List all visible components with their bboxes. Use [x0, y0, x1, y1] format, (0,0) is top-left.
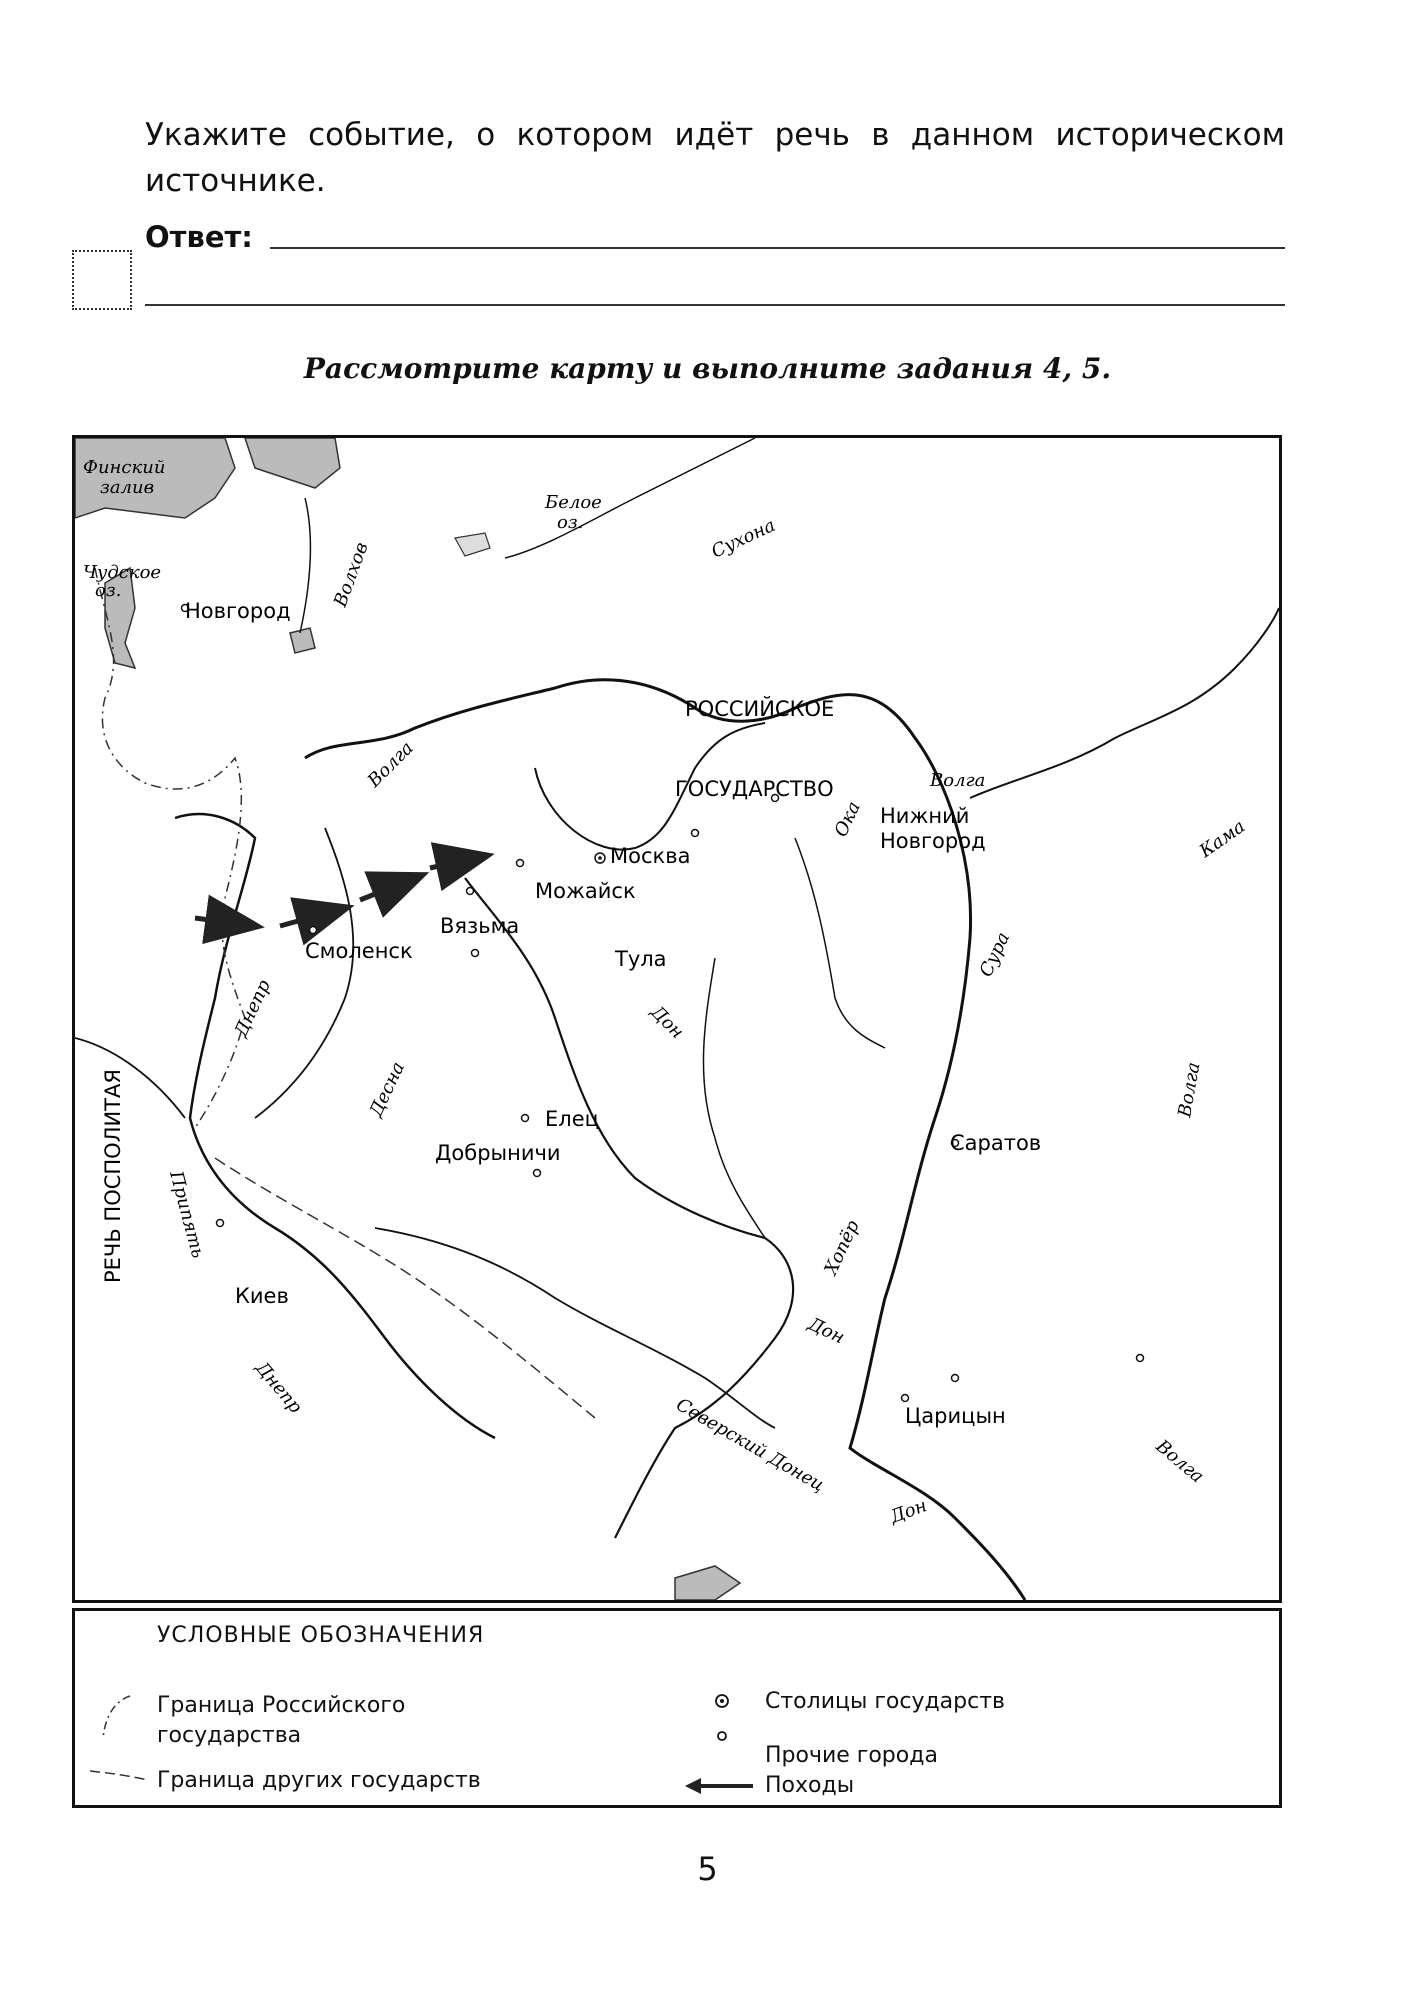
instruction-text: Рассмотрите карту и выполните задания 4, 5. [303, 352, 1112, 385]
legend-capitals: Столицы государств [765, 1689, 1006, 1714]
legend-campaigns: Походы [765, 1773, 855, 1798]
map-drawing [75, 438, 1279, 1600]
label-don-2: Дон [804, 1313, 848, 1349]
campaign-arrow-3 [360, 876, 420, 900]
campaign-arrow-4 [430, 856, 485, 868]
label-sura: Сура [975, 929, 1015, 981]
gulf-of-finland [75, 438, 235, 518]
campaign-arrow-1 [195, 918, 255, 926]
label-dobrynichi: Добрыничи [435, 1141, 561, 1165]
legend-title: УСЛОВНЫЕ ОБОЗНАЧЕНИЯ [157, 1623, 485, 1648]
lake-beloe [455, 533, 490, 556]
river-kama [970, 608, 1279, 798]
river-sura [795, 838, 885, 1048]
legend-other-border: Граница других государств [157, 1768, 481, 1793]
label-saratov: Саратов [950, 1131, 1042, 1155]
label-rzeczpospolita: РЕЧЬ ПОСПОЛИТАЯ [101, 1069, 125, 1283]
label-beloe-2: оз. [557, 512, 584, 533]
label-sukhona: Сухона [708, 514, 779, 563]
map [72, 435, 1282, 1603]
label-kama: Кама [1195, 816, 1250, 863]
label-nizhny-2: Новгород [880, 829, 986, 853]
answer-label: Ответ: [145, 220, 253, 254]
label-volga-2: Волга [930, 770, 986, 791]
map-legend [72, 1608, 1282, 1808]
river-khoper [703, 958, 765, 1238]
label-vyazma: Вязьма [440, 914, 520, 938]
label-chudskoe-1: Чудское [83, 562, 162, 583]
label-volga-4: Волга [1151, 1435, 1208, 1488]
river-volkhov [300, 498, 310, 633]
label-volkhov: Волхов [329, 539, 373, 610]
label-tsaritsyn: Царицын [905, 1404, 1006, 1428]
answer-line-1[interactable] [270, 247, 1285, 249]
label-beloe-1: Белое [545, 492, 602, 513]
label-dnepr-2: Днепр [251, 1357, 306, 1418]
campaign-arrow-icon [685, 1776, 755, 1796]
gulf-of-finland-north [245, 438, 340, 488]
page-number: 5 [697, 1850, 718, 1888]
label-khoper: Хопёр [820, 1217, 864, 1279]
river-seversky-donets [375, 1228, 775, 1428]
label-tula: Тула [615, 947, 667, 971]
legend-other-cities: Прочие города [765, 1743, 938, 1768]
label-don-3: Дон [887, 1495, 930, 1528]
label-dnepr-1: Днепр [230, 976, 276, 1041]
river-pripyat [75, 1038, 185, 1118]
label-nizhny-1: Нижний [880, 804, 970, 828]
label-moskva: Москва [610, 844, 691, 868]
lake-ilmen [290, 628, 315, 653]
russian-border-symbol [95, 1691, 135, 1741]
river-desna [255, 828, 353, 1118]
answer-line-2[interactable] [145, 304, 1285, 306]
label-kiev: Киев [235, 1284, 289, 1308]
score-box[interactable] [72, 250, 132, 310]
label-elets: Елец [545, 1107, 599, 1131]
city-icon [712, 1726, 732, 1746]
label-finsky-1: Финский [83, 457, 166, 478]
label-volga-3: Волга [1174, 1060, 1205, 1119]
label-volga-1: Волга [363, 737, 418, 792]
label-novgorod: Новгород [185, 599, 291, 623]
label-russian-state-2: ГОСУДАРСТВО [675, 777, 834, 801]
question-text: Укажите событие, о котором идёт речь в данном историческом источнике. [145, 117, 1285, 199]
label-russian-state-1: РОССИЙСКОЕ [685, 697, 835, 721]
label-finsky-2: залив [100, 477, 155, 498]
label-chudskoe-2: оз. [95, 580, 122, 601]
label-don-1: Дон [646, 1001, 688, 1043]
label-pripyat: Припять [165, 1168, 209, 1261]
legend-russian-border: Граница Российского государства [157, 1693, 406, 1748]
label-seversky: Северский Донец [672, 1394, 828, 1497]
azov-sea [675, 1566, 740, 1600]
label-smolensk: Смоленск [305, 939, 413, 963]
campaign-arrow-2 [280, 908, 345, 926]
label-mozhaisk: Можайск [535, 879, 636, 903]
label-oka: Ока [830, 798, 865, 841]
capital-icon [712, 1691, 732, 1711]
label-desna: Десна [365, 1058, 410, 1121]
other-border-symbol [90, 1766, 150, 1786]
